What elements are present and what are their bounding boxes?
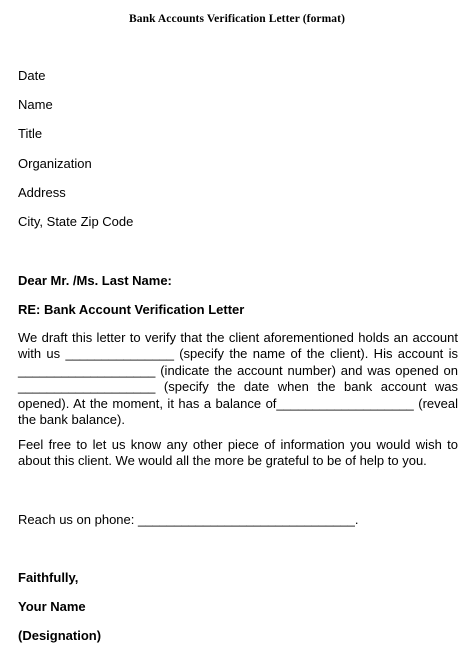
designation: (Designation): [18, 628, 102, 643]
date-line: Date: [18, 68, 46, 83]
city-state-zip-line: City, State Zip Code: [18, 214, 134, 229]
title-line: Title: [18, 126, 43, 141]
salutation: Dear Mr. /Ms. Last Name:: [18, 273, 172, 288]
name-line: Name: [18, 97, 53, 112]
body-paragraph-2: Feel free to let us know any other piece of information you would wish to about this client. We would all the more be grateful to be of help to you.: [18, 437, 458, 469]
signature-name: Your Name: [18, 599, 86, 614]
organization-line: Organization: [18, 156, 92, 171]
closing: Faithfully,: [18, 570, 79, 585]
reach-phone-line: Reach us on phone: ______________________________.: [18, 512, 359, 527]
body-paragraph-1: We draft this letter to verify that the client aforementioned holds an account with us _______________ (specify the name of the client). His account is ___________________ (indicate the account number) and was opened on ___________________ (specify the date when the bank account was opened). At the moment, it has a balance of___________________ (reveal the bank balance).: [18, 330, 458, 428]
subject-line: RE: Bank Account Verification Letter: [18, 302, 245, 317]
page-title: Bank Accounts Verification Letter (format): [128, 13, 346, 25]
address-line: Address: [18, 185, 66, 200]
